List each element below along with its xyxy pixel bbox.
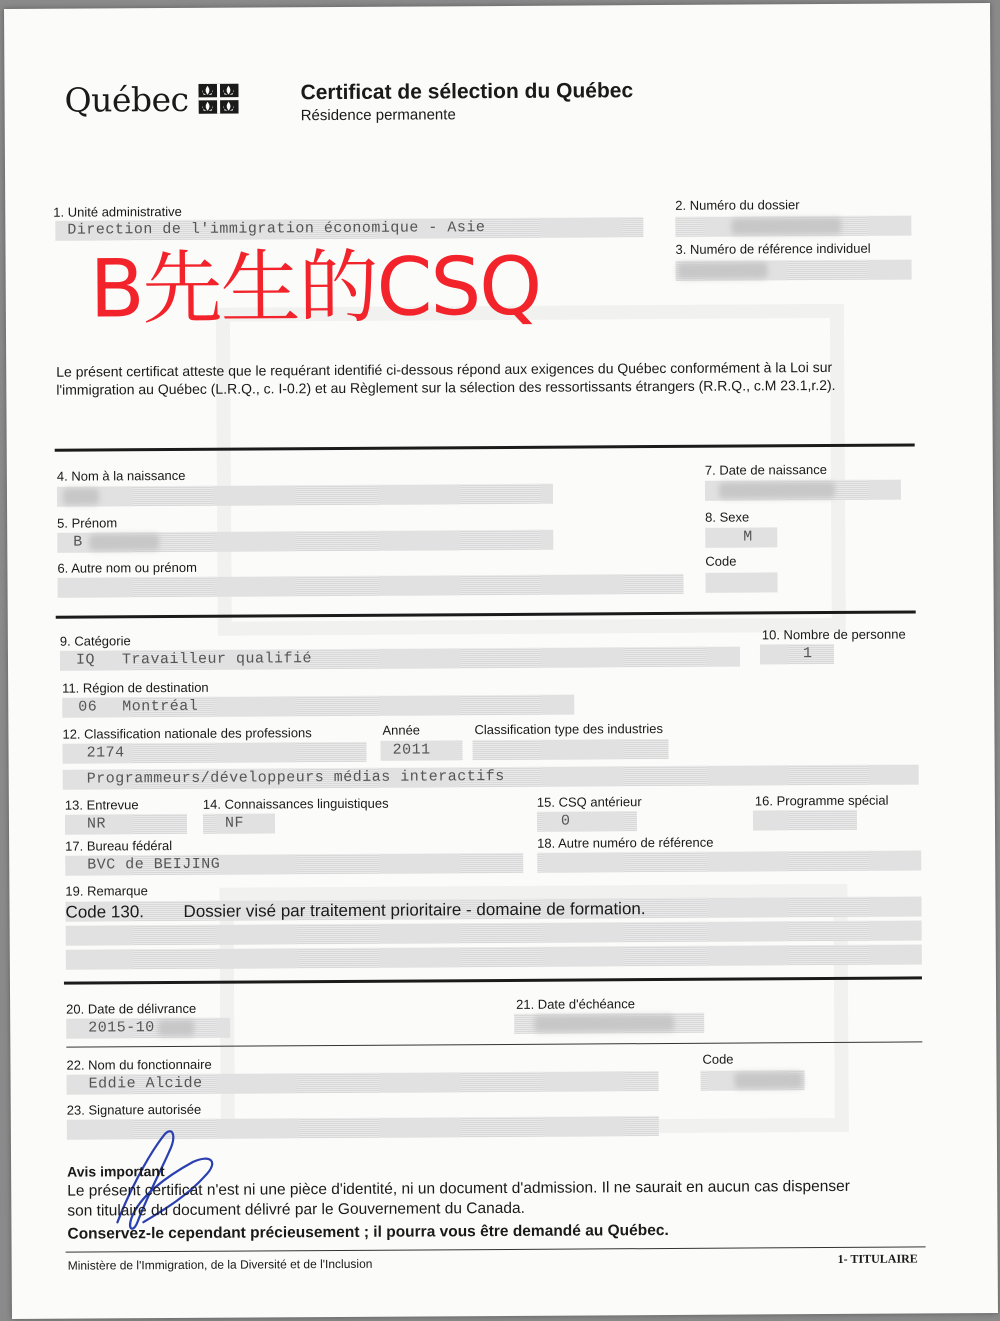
avis-title: Avis important xyxy=(67,1163,165,1180)
nombre-value: 1 xyxy=(802,645,813,663)
nombre-label: 10. Nombre de personne xyxy=(761,626,906,643)
autre-ref-field xyxy=(537,850,921,872)
annee-label: Année xyxy=(382,722,421,738)
sexe-value: M xyxy=(743,528,753,546)
prenom-label: 5. Prénom xyxy=(57,515,118,531)
redacted-delivrance xyxy=(158,1020,194,1036)
intro-line-2: l'immigration au Québec (L.R.Q., c. I-0.2) et au Règlement sur la sélection des ressortissants étrangers (R.R.Q., c.M 23.1,r.2). xyxy=(56,376,836,398)
region-code: 06 xyxy=(78,698,98,716)
redacted-date-naissance xyxy=(719,482,835,499)
avis-line-2: son titulaire du document délivré par le Gouvernement du Canada. xyxy=(67,1199,525,1220)
footer-copy: 1- TITULAIRE xyxy=(837,1251,918,1266)
unite-value: Direction de l'immigration économique - Asie xyxy=(67,219,486,239)
categorie-label: 9. Catégorie xyxy=(59,633,131,649)
remarque-value: Dossier visé par traitement prioritaire - domaine de formation. xyxy=(183,899,646,921)
document-sheet xyxy=(4,3,998,1319)
fleur-de-lis-flag-icon xyxy=(198,84,238,114)
region-value: Montréal xyxy=(122,697,199,716)
delivrance-label: 20. Date de délivrance xyxy=(66,1000,197,1017)
document-title: Certificat de sélection du Québec xyxy=(300,79,634,105)
intro-line-1: Le présent certificat atteste que le requérant identifié ci-dessous répond aux exigences du Québec conformément à la Loi sur xyxy=(56,358,833,380)
sexe-label: 8. Sexe xyxy=(705,509,750,525)
fonctionnaire-value: Eddie Alcide xyxy=(88,1074,203,1093)
cnp-label: 12. Classification nationale des professions xyxy=(62,725,312,742)
sexe-field xyxy=(705,527,777,547)
quebec-logo xyxy=(64,80,188,120)
region-label: 11. Région de destination xyxy=(62,679,209,696)
logo-text: Québec xyxy=(64,79,189,120)
redacted-code2 xyxy=(735,1072,803,1088)
redacted-prenom xyxy=(89,534,159,550)
date-naissance-label: 7. Date de naissance xyxy=(704,462,828,478)
overlay-caption: B先生的CSQ xyxy=(89,239,541,336)
prenom-value: B xyxy=(73,533,83,551)
avis-line-3: Conservez-le cependant précieusement ; il pourra vous être demandé au Québec. xyxy=(67,1221,669,1243)
remarque-label: 19. Remarque xyxy=(65,883,148,899)
programme-field xyxy=(753,810,857,831)
categorie-value: Travailleur qualifié xyxy=(121,650,313,669)
remarque-code: Code 130. xyxy=(65,902,145,922)
cnp-value: 2174 xyxy=(86,744,125,762)
autre-ref-label: 18. Autre numéro de référence xyxy=(537,834,714,851)
connaissances-label: 14. Connaissances linguistiques xyxy=(202,795,389,812)
entrevue-field xyxy=(65,814,187,835)
bureau-value: BVC de BEIJING xyxy=(87,855,221,874)
delivrance-value: 2015-10 xyxy=(88,1019,155,1037)
nom-label: 4. Nom à la naissance xyxy=(56,467,186,484)
industries-label: Classification type des industries xyxy=(474,721,664,738)
industries-field xyxy=(472,739,668,760)
fonctionnaire-label: 22. Nom du fonctionnaire xyxy=(66,1056,212,1073)
reference-label: 3. Numéro de référence individuel xyxy=(675,240,871,257)
document-subtitle: Résidence permanente xyxy=(300,106,456,125)
redacted-dossier xyxy=(731,218,841,235)
unite-label: 1. Unité administrative xyxy=(53,203,182,220)
annee-value: 2011 xyxy=(392,741,431,759)
redacted-echeance xyxy=(534,1015,674,1032)
entrevue-label: 13. Entrevue xyxy=(64,797,139,813)
avis-line-1: Le présent certificat n'est ni une pièce d'identité, ni un document d'admission. Il ne saurait en aucun cas dispenser xyxy=(67,1177,850,1200)
code-label: Code xyxy=(705,553,737,569)
redacted-reference xyxy=(678,262,768,279)
categorie-code: IQ xyxy=(75,651,96,669)
footer-ministry: Ministère de l'Immigration, de la Diversité et de l'Inclusion xyxy=(67,1256,373,1273)
signature-label: 23. Signature autorisée xyxy=(66,1101,202,1118)
autre-nom-label: 6. Autre nom ou prénom xyxy=(57,559,197,576)
echeance-label: 21. Date d'échéance xyxy=(516,996,636,1012)
footer-divider xyxy=(66,1246,926,1252)
connaissances-value: NF xyxy=(224,814,245,832)
bureau-label: 17. Bureau fédéral xyxy=(65,838,173,854)
nom-field xyxy=(57,484,553,507)
csq-anterieur-label: 15. CSQ antérieur xyxy=(536,794,642,810)
profession-value: Programmeurs/développeurs médias interactifs xyxy=(86,767,505,788)
csq-anterieur-field xyxy=(537,811,637,832)
code-field xyxy=(705,572,777,592)
entrevue-value: NR xyxy=(86,815,107,833)
dossier-label: 2. Numéro du dossier xyxy=(675,197,800,213)
nombre-field xyxy=(760,644,834,664)
programme-label: 16. Programme spécial xyxy=(754,792,889,809)
code2-label: Code xyxy=(702,1051,734,1067)
redacted-nom xyxy=(63,488,99,504)
csq-anterieur-value: 0 xyxy=(560,812,571,830)
autre-nom-field xyxy=(57,574,683,598)
